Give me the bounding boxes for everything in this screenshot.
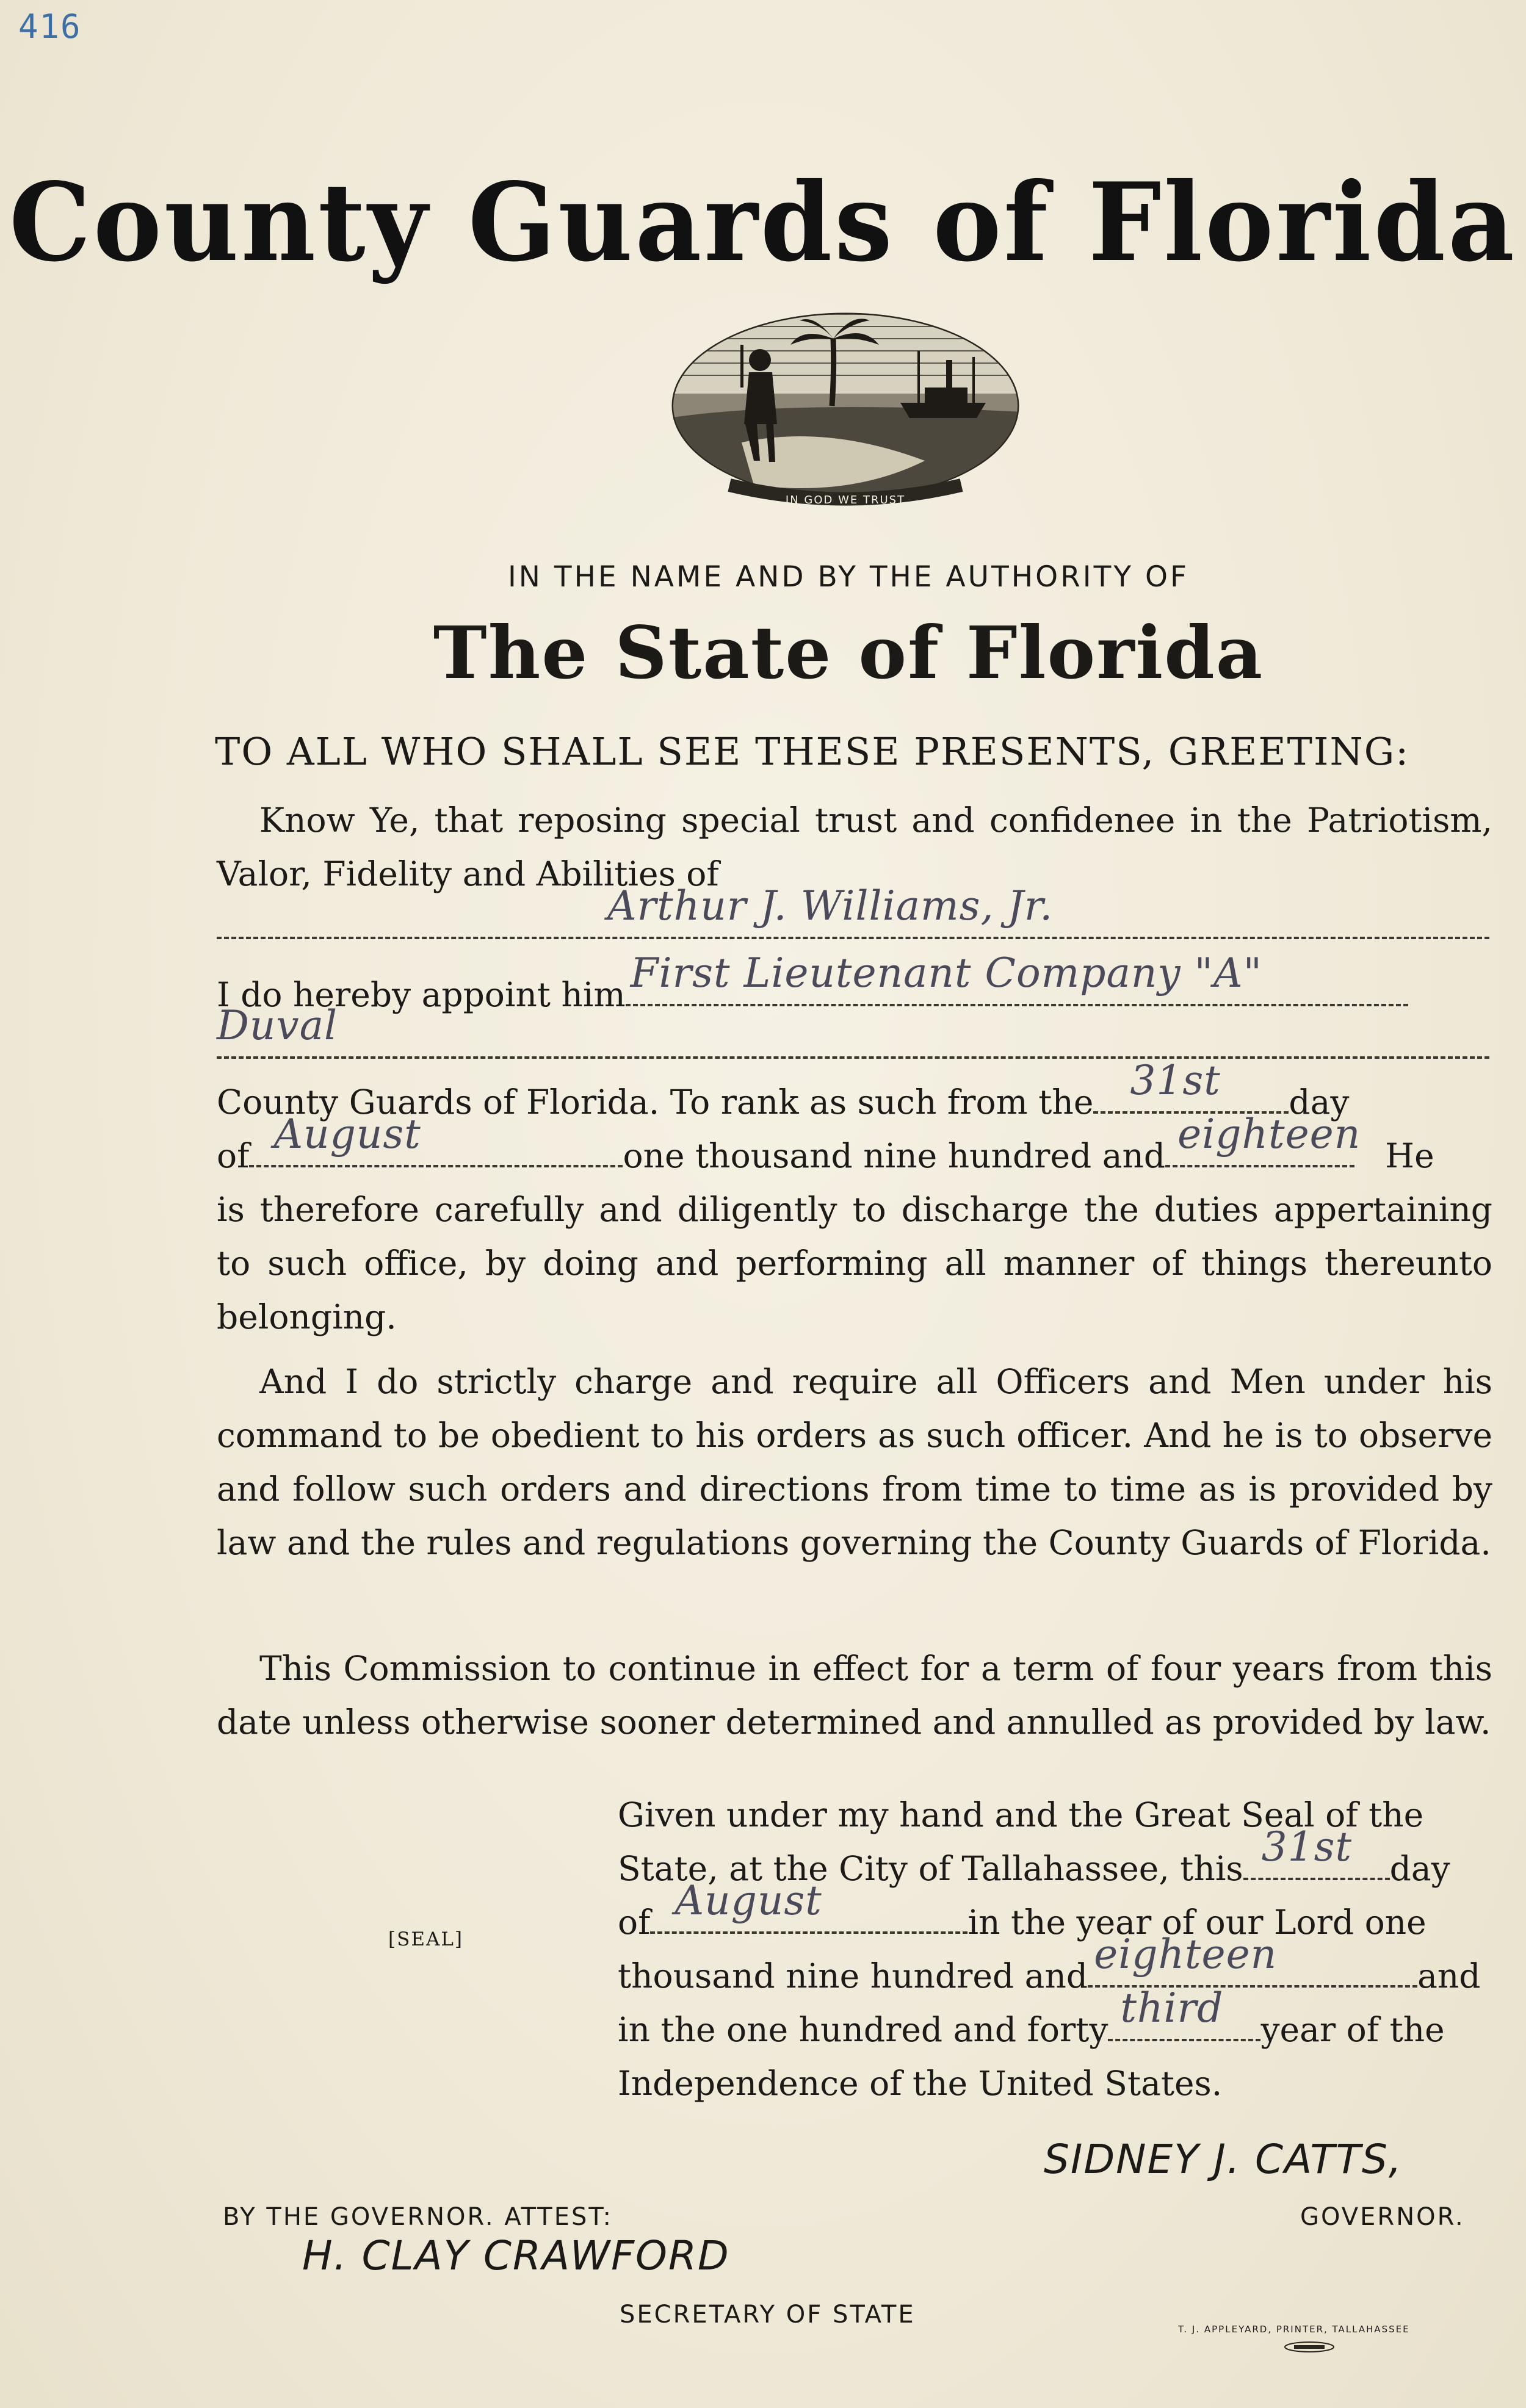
document-title: County Guards of Florida [9,159,1517,286]
printer-mark-icon [1282,2341,1337,2353]
appointee-name: Arthur J. Williams, Jr. [607,882,1054,929]
attest-line: BY THE GOVERNOR. ATTEST: [223,2203,613,2231]
given-line-5-prefix: in the one hundred and forty [618,2010,1108,2049]
given-line-5-suffix: year of the [1260,2010,1445,2049]
given-line-4-prefix: thousand nine hundred and [618,1956,1088,1995]
rank-from-text: County Guards of Florida. To rank as such from the [217,1083,1094,1122]
given-year: eighteen [1094,1931,1278,1978]
given-line-5 [618,1984,1497,2057]
given-line-1: Given under my hand and the Great Seal of the [618,1795,1424,1834]
duties-text: is therefore carefully and diligently to discharge the duties appertaining to such office, by doing and performing all manner of things thereunto belonging. [217,1190,1492,1336]
county-blank [217,1002,1489,1059]
rank-year: eighteen [1177,1111,1361,1158]
appointee-blank [217,882,1489,939]
secretary-name: H. CLAY CRAWFORD [302,2232,730,2279]
given-and-word: and [1417,1956,1481,1995]
given-line-2-prefix: State, at the City of Tallahassee, this [618,1849,1243,1888]
of-word: of [217,1136,250,1175]
rank-month-line [217,1111,1492,1183]
rank-year-blank [1165,1111,1361,1167]
term-paragraph: This Commission to continue in effect for a term of four years from this date unless otherwise sooner determined and annulled as provided by law. [217,1649,1492,1742]
given-ordinal: third [1120,1984,1224,2031]
given-day-word: day [1389,1849,1450,1888]
given-under-hand-block [618,1788,1497,2110]
county-line [217,1002,1492,1074]
orders-paragraph: And I do strictly charge and require all Officers and Men under his command to be obedient to his orders as such officer. And he is to observe and follow such orders and directions from time to time as is provided by law and the rules and regulations governing the County Guards of Florida. [217,1362,1492,1562]
intro-paragraph: Know Ye, that reposing special trust and confidenee in the Patriotism, Valor, Fidelity and Abilities of [217,801,1492,893]
he-word: He [1385,1136,1434,1175]
rank-day: 31st [1130,1057,1221,1104]
rank-month-blank [249,1111,623,1167]
rank-blank [626,950,1408,1006]
florida-seal-emblem [668,302,1022,522]
given-line-6: Independence of the United States. [618,2064,1223,2103]
governor-name: SIDNEY J. CATTS, [1044,2136,1403,2183]
county-name: Duval [217,1002,338,1049]
given-line-3 [618,1877,1497,1949]
given-ordinal-blank [1108,1984,1260,2041]
given-month: August [674,1877,822,1924]
appointment-line [217,950,1492,1022]
given-line-3-suffix: in the year of our Lord one [967,1903,1427,1942]
rank-month: August [273,1111,421,1158]
authority-line: IN THE NAME AND BY THE AUTHORITY OF [507,560,1190,594]
rank-text: First Lieutenant Company "A" [630,950,1263,997]
year-text: one thousand nine hundred and [623,1136,1166,1175]
archive-number: 416 [18,7,82,46]
secretary-title: SECRETARY OF STATE [620,2301,916,2329]
greeting-line: TO ALL WHO SHALL SEE THESE PRESENTS, GREETING: [215,729,1410,774]
seal-label: [SEAL] [388,1928,464,1950]
given-month-blank [650,1877,967,1934]
printer-credit: T. J. APPLEYARD, PRINTER, TALLAHASSEE [1178,2324,1410,2335]
appoint-prefix: I do hereby appoint him [217,975,626,1014]
given-day-blank [1243,1823,1390,1880]
state-title: The State of Florida [433,610,1264,695]
given-day: 31st [1261,1823,1353,1870]
given-of-word: of [618,1903,651,1942]
given-line-4 [618,1931,1497,2003]
seal-motto: IN GOD WE TRUST [785,494,906,506]
governor-title: GOVERNOR. [1300,2203,1465,2231]
day-word: day [1289,1083,1350,1122]
